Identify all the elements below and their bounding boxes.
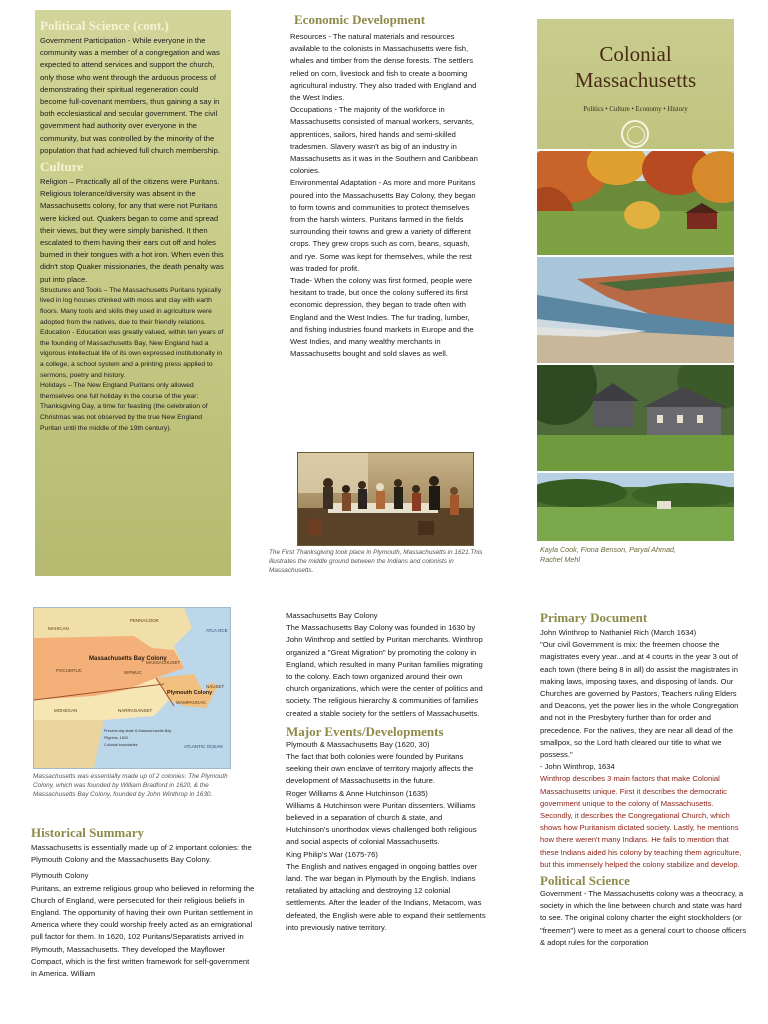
map-caption-box xyxy=(33,772,231,799)
colonies-map xyxy=(33,607,231,769)
govt-participation-text: Government Participation - While everyone in the community was a member of a congregation and was expected to attend services and support the church, only those who went through the arduous process of demonstrating their spiritual regeneration could become full-covenant members, thus gaining a say in both ecclesiastical and secular government. The civil government had authority over everyone in the community, but was controlled by the minority of the population that had achieved full church membership. xyxy=(40,36,220,155)
photo-autumn-farm xyxy=(537,151,734,255)
map-legend-2: Pilgrims, 1620 xyxy=(104,736,129,740)
history-heading: Historical Summary xyxy=(31,825,145,840)
photo-green-valley xyxy=(537,473,734,541)
map-legend-3: Colonial boundaries xyxy=(104,743,138,747)
resources-text: Resources - The natural materials and resources available to the colonists in Massachusetts were fish, whales and timber from the dense forests. The settlers relied on corn, livestock and fish to create a booming agricultural industry. They also traded with England and the West Indies. xyxy=(290,32,477,103)
map-label-nauset: NAUSET xyxy=(206,684,225,689)
map-label-pocumtuc: POCUMTUC xyxy=(56,668,82,673)
painting-caption-box xyxy=(269,548,491,575)
primary-source: John Winthrop to Nathaniel Rich (March 1634) xyxy=(540,628,697,637)
politics-heading: Political Science (cont.) xyxy=(40,18,169,33)
map-legend-1: Present-day state & Massachusetts Bay xyxy=(104,729,172,733)
primary-heading: Primary Document xyxy=(540,610,648,625)
painting-caption: The First Thanksgiving took place in Plymouth, Massachusetts in 1621.This illustrates the middle ground between the Indians and colonists in Massachusetts. xyxy=(269,549,483,574)
government-text: Government - The Massachusetts colony was a theocracy, a society in which the line between church and state was hard to see. The original colony charter the eight stockholders (or "freemen") were to meet as a general court to choose officers & adopt rules for the corporation xyxy=(540,889,747,947)
history-intro: Massachusetts is essentially made up of 2 important colonies: the Plymouth Colony and the Massachusetts Bay Colony. xyxy=(31,843,252,865)
trade-text: Trade- When the colony was first formed, people were hesitant to trade, but once the colony suffered its first economic depression, they began to trade often with England and the West Indies. The fur trading, lumber, and fishing industries found markets in Europe and the West Indies, and many wealthy merchants in Massachusetts bought and sold slaves as well. xyxy=(290,276,474,359)
culture-heading: Culture xyxy=(40,159,84,175)
structures-text: Structures and Tools – The Massachusetts Puritans typically lived in log houses chinked with moss and clay with earth floors. Many tools and skills they used in agriculture were adopted from the natives, due to their friendly relations. xyxy=(40,286,222,326)
cover-panel xyxy=(537,19,734,541)
event3-title: King Philip's War (1675-76) xyxy=(286,849,378,859)
plymouth-text: Puritans, an extreme religious group who believed in reforming the Church of England, were persecuted for their religious beliefs in England. The opportunity of having their own Puritan settlement in America where they could worship freely acted as an emigrational pull factor for them. In 1620, 102 Puritans/Separatists arrived in Plymouth, Massachusetts. They developed the Mayflower Compact, which is the first written framework for self-government in America. William xyxy=(31,883,255,979)
event1-title: Plymouth & Massachusetts Bay (1620, 30) xyxy=(286,739,430,749)
occupations-text: Occupations - The majority of the workforce in Massachusetts consisted of manual workers, servants, apprentices, sailors, hired hands and semi-skilled tradesmen. Slavery wasn't as big of an industry in Massachusetts as it was in the Southern and Caribbean colonies. xyxy=(290,105,478,176)
authors-line2: Rachel Mehl xyxy=(540,555,580,564)
event2-text: Williams & Hutchinson were Puritan dissenters. Williams believed in a separation of church & state, and Hutchinson's unorthodox views challenged both religious and social aspects of colonial Massachusetts. xyxy=(286,800,477,847)
map-label-atlantic-top: ATLA OCE xyxy=(206,628,228,633)
politics-panel xyxy=(35,10,231,576)
event1-text: The fact that both colonies were founded by Puritans seeking their own enclave of territory majorly affects the development of Massachusetts in the future. xyxy=(286,752,474,786)
thanksgiving-painting-image xyxy=(298,453,473,545)
cover-authors xyxy=(540,545,735,565)
photo-colonial-houses xyxy=(537,365,734,471)
economy-panel xyxy=(290,12,480,360)
map-label-mahican: MAHICAN xyxy=(48,626,69,631)
bay-title: Massachusetts Bay Colony xyxy=(286,611,378,620)
thanksgiving-painting xyxy=(297,452,474,546)
event2-title: Roger Williams & Anne Hutchinson (1635) xyxy=(286,788,428,798)
map-label-plymouth: Plymouth Colony xyxy=(167,690,213,696)
primary-quote: "Our civil Government is mix: the freemen choose the magistrates every year...and at 4 courts in the year 3 out of each town (there being 8 in all) do assist the magistrates in making laws, imposing taxes, and disposing of lands. Our Churches are governed by Pastors, Teachers ruling Elders and Deacons, yet the power lies in the whole Congregation and not in the Presbytery further than for order and precedence. For the natives, they are near all dead of the smallpox, so the Lord hath cleared our title to what we possess." xyxy=(540,640,739,760)
cover-title-line1: Colonial xyxy=(599,42,672,66)
map-label-pennacook: PENNACOOK xyxy=(130,618,159,623)
authors-line1: Kayla Cook, Fiona Benson, Paryal Ahmad, xyxy=(540,545,676,554)
colonies-map-image xyxy=(34,608,230,768)
map-label-mass-bay: Massachusetts Bay Colony xyxy=(89,656,167,662)
religion-text: Religion – Practically all of the citizens were Puritans. Religious tolerance/diversity was absent in the Massachusetts colony, for any that were not Puritans were kicked out. Quakers began to come and spread their views, but they were simply banished. It then escalated to them having their ears cut off and holes burned in their tongues with a hot iron. When even this didn't stop Quaker missionaries, the death penalty was put into place. xyxy=(40,177,224,284)
events-heading: Major Events/Developments xyxy=(286,723,444,739)
map-label-massachuset: MASSACHUSET xyxy=(146,660,181,665)
primary-doc-panel xyxy=(540,610,747,949)
holidays-text: Holidays – The New England Puritans only allowed themselves one full holiday in the course of the year: Thanksgiving Day, a time for feasting (the celebration of Christmas was not observed by the true New England Puritan until the middle of the 19th century). xyxy=(40,382,208,432)
map-caption: Massachusetts was essentially made up of 2 colonies: The Plymouth Colony, which was founded by William Bradford in 1620, & the Massachusetts Bay Colony, founded by John Winthrop in 1630. xyxy=(33,773,228,798)
bay-text: The Massachusetts Bay Colony was founded in 1630 by John Winthrop and settled by Puritan merchants. Winthrop organized a "Great Migration" by promoting the colony in England, which resulted in many Puritan families migrating to the colony. Each town organized around their own church organizations, which were the center of politics and society. The religious hierarchy & communities of families created a stable society for the settlers of Massachusetts. xyxy=(286,623,483,718)
cover-emblem-icon xyxy=(621,120,649,148)
event3-text: The English and natives engaged in ongoing battles over land. The war began in Plymouth by the English. Indians retaliated by attacking and destroying 12 colonial settlements. After the leader of the Indians, Metacom, was defeated, the English were able to expand their settlements into previously native territory. xyxy=(286,861,486,932)
polisci-heading: Political Science xyxy=(540,873,630,889)
primary-attribution: - John Winthrop, 1634 xyxy=(540,762,615,772)
primary-analysis: Winthrop describes 3 main factors that make Colonial Massachusetts unique. First it describes the democratic government unique to the colony of Massachusetts. Secondly, it describes the Congregational Church, which shows how Puritanism dictated society. Lastly, he mentions how there weren't many Indians. He fails to mention that these Indians aided his colony by teaching them agriculture, but this immensely helped the colony stabilize and develop. xyxy=(540,774,742,869)
cover-title-line2: Massachusetts xyxy=(574,68,697,92)
events-panel xyxy=(286,610,486,934)
map-label-wampanoag: WAMPANOAG xyxy=(176,700,206,705)
map-label-mohegan: MOHEGAN xyxy=(54,708,78,713)
economy-heading: Economic Development xyxy=(294,12,426,27)
education-text: Education - Education was greatly valued, within ten years of the founding of Massachusetts Bay, New England had a vigorous intellectual life of its own expressed institutionally in a college, a school system and a printing press applied to sermons, poetry and history. xyxy=(40,329,224,379)
photo-coastal-cliffs xyxy=(537,257,734,363)
cover-title xyxy=(537,41,734,93)
cover-subtitle: Politics • Culture • Economy • History xyxy=(583,106,688,113)
map-label-atlantic: ATLANTIC OCEAN xyxy=(184,744,223,749)
map-label-nipmuc: NIPMUC xyxy=(124,670,142,675)
plymouth-title: Plymouth Colony xyxy=(31,871,89,881)
history-panel xyxy=(31,825,257,980)
adaptation-text: Environmental Adaptation - As more and more Puritans poured into the Massachusetts Bay Colony, they began to form towns and communities to protect themselves from the harsh winters. Puritans farmed in the fields surrounding their towns and grew a variety of different crops. They grew crops such as corn, beans, squash, and rye. Some was kept for themselves, while the rest was traded for profit. xyxy=(290,178,476,273)
map-label-narraganset: NARRAGANSET xyxy=(118,708,153,713)
